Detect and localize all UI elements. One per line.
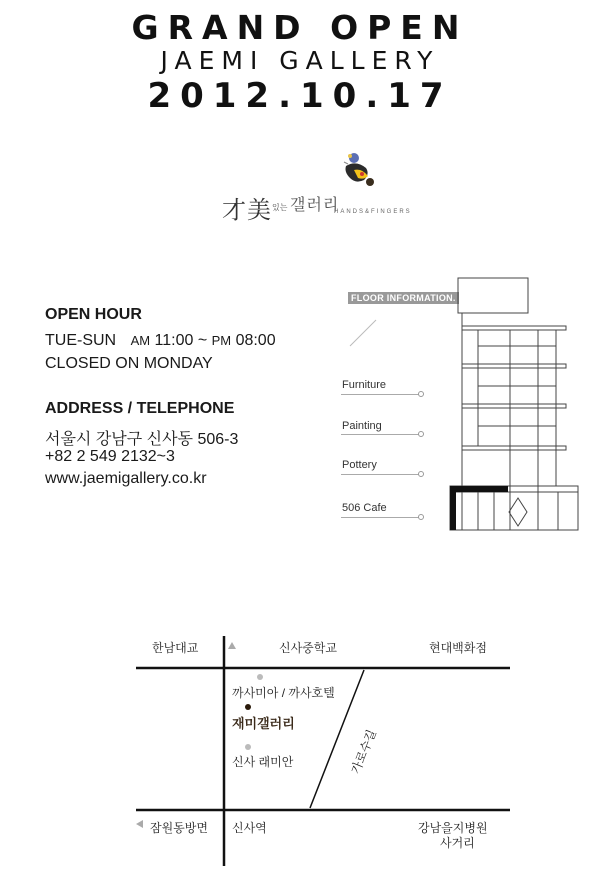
map-label-hannam: 한남대교: [152, 641, 199, 655]
map-label-jamwon: 잠원동방면: [150, 821, 208, 835]
pm-label: PM: [211, 333, 232, 348]
close-time: 08:00: [235, 332, 276, 349]
location-map: [0, 630, 600, 876]
floor-decor-line: [348, 318, 378, 348]
opening-date: 2012.10.17: [147, 76, 453, 116]
floor-line: [341, 434, 419, 435]
open-days: TUE-SUN: [45, 332, 117, 349]
floor-info-badge: FLOOR INFORMATION.: [348, 292, 459, 304]
website-link[interactable]: www.jaemigallery.co.kr: [45, 470, 207, 487]
open-time: 11:00 ~: [154, 332, 208, 349]
floor-label-cafe: 506 Cafe: [342, 502, 387, 514]
floor-line: [341, 394, 419, 395]
title-grand-open: GRAND OPEN: [131, 8, 469, 47]
address: 서울시 강남구 신사동 506-3: [45, 431, 239, 448]
floor-dot: [418, 431, 424, 437]
open-hour-line: [45, 332, 276, 350]
gallery-name: JAEMI GALLERY: [160, 46, 440, 75]
logo-small-text: 있는: [272, 203, 288, 212]
map-label-sinsa-school: 신사중학교: [279, 641, 337, 655]
floor-line: [341, 517, 419, 518]
map-label-casamia: 까사미아 / 까사호텔: [232, 686, 335, 700]
closed-notice: CLOSED ON MONDAY: [45, 355, 213, 372]
floor-label-painting: Painting: [342, 420, 382, 432]
logo-korean-name: 갤러리: [290, 197, 340, 214]
floor-dot: [418, 471, 424, 477]
am-label: AM: [130, 333, 151, 348]
floor-dot: [418, 391, 424, 397]
map-label-gallery: 재미갤러리: [232, 716, 295, 731]
map-marker: [257, 674, 263, 680]
floor-label-furniture: Furniture: [342, 379, 387, 391]
telephone: +82 2 549 2132~3: [45, 448, 175, 465]
map-label-intersection: 사거리: [440, 836, 475, 850]
map-label-raemian: 신사 래미안: [232, 755, 294, 769]
floor-label-pottery: Pottery: [342, 459, 377, 471]
address-heading: ADDRESS / TELEPHONE: [45, 400, 235, 417]
logo-hanja: 才美: [222, 196, 272, 224]
map-marker: [245, 744, 251, 750]
logo-artwork-icon: [340, 150, 384, 194]
floor-line: [341, 474, 419, 475]
map-label-eulji-hospital: 강남을지병원: [418, 821, 488, 835]
map-label-garosu: 가로수길: [348, 727, 379, 776]
building-icon: [448, 276, 588, 532]
open-hour-heading: OPEN HOUR: [45, 306, 142, 323]
logo-subtitle: HANDS&FINGERS: [334, 209, 412, 215]
left-arrow-icon: [136, 820, 143, 828]
map-label-hyundai: 현대백화점: [429, 641, 487, 655]
up-arrow-icon: [228, 642, 236, 649]
gallery-logo: [222, 150, 412, 230]
floor-dot: [418, 514, 424, 520]
map-marker-gallery: [245, 704, 251, 710]
map-label-sinsa-station: 신사역: [232, 821, 267, 835]
